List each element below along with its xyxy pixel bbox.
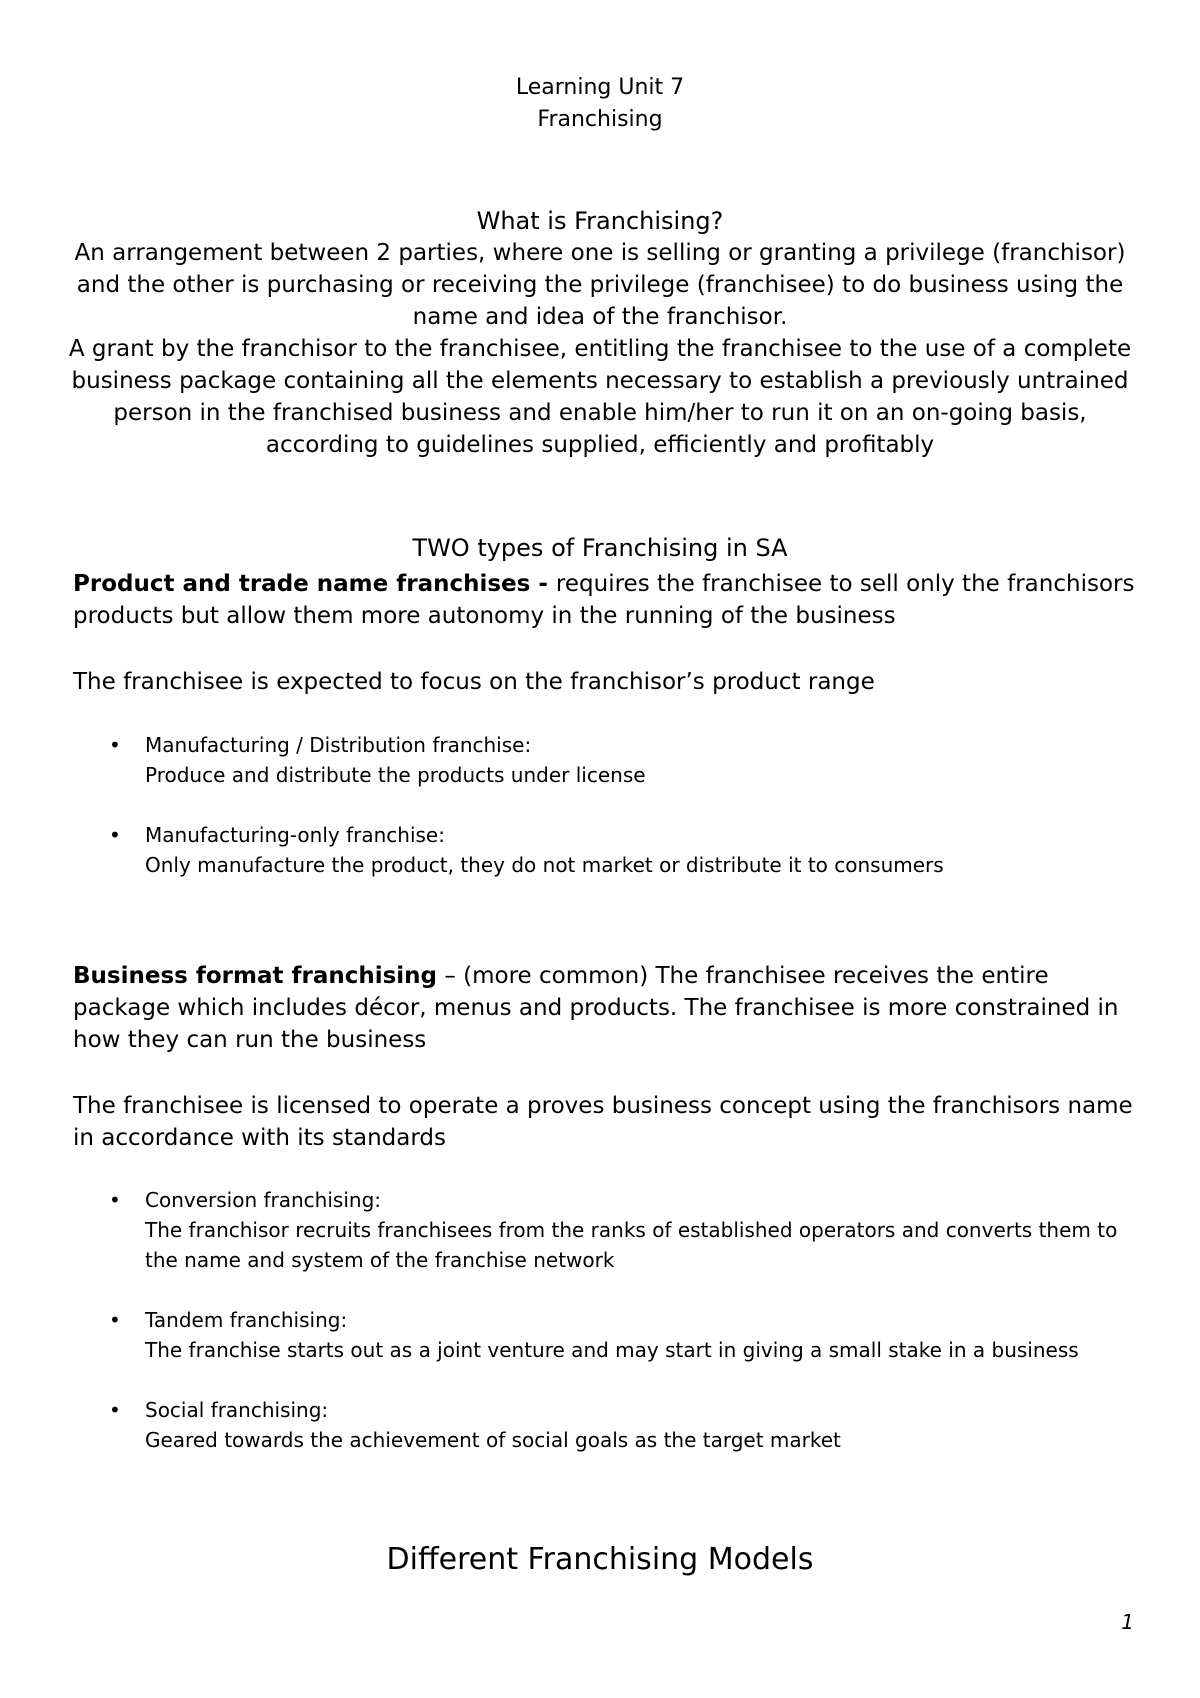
definition-paragraph-2: A grant by the franchisor to the franchisee, entitling the franchisee to the use of a complete business package containing all the elements necessary to establish a previously untrained person in the franchised business and enable him/her to run it on an on-going basis, according to guidelines supplied, efficiently and profitably [68, 336, 1132, 458]
business-format-definition [73, 960, 1140, 1056]
list-item [73, 820, 1140, 880]
list-item [73, 1185, 1140, 1275]
unit-number: Learning Unit 7 [515, 75, 685, 100]
list-item-title: Manufacturing / Distribution franchise: [145, 733, 532, 757]
product-franchise-definition [73, 568, 1140, 632]
document-header [0, 72, 1200, 136]
product-franchise-description: requires the franchisee to sell only the franchisors products but allow them more autonomy in the running of the business [73, 571, 1135, 629]
product-franchise-term: Product and trade name franchises [73, 571, 531, 597]
what-is-section [60, 205, 1140, 461]
list-item-description: The franchisor recruits franchisees from the ranks of established operators and converts them to the name and system of the franchise network [145, 1218, 1118, 1272]
page-number: 1 [1121, 1610, 1134, 1634]
business-licensed-text: The franchisee is licensed to operate a proves business concept using the franchisors name in accordance with its standards [73, 1093, 1133, 1151]
list-item-title: Social franchising: [145, 1398, 329, 1422]
product-focus-text: The franchisee is expected to focus on the franchisor’s product range [73, 669, 875, 695]
business-format-term: Business format franchising [73, 963, 438, 989]
list-item-title: Manufacturing-only franchise: [145, 823, 445, 847]
list-item-description: Produce and distribute the products under license [145, 763, 646, 787]
list-item-description: Only manufacture the product, they do not market or distribute it to consumers [145, 853, 944, 877]
types-heading: TWO types of Franchising in SA [412, 534, 788, 562]
list-item [73, 1395, 1140, 1455]
bullet-icon: • [109, 823, 121, 847]
business-format-description: (more common) The franchisee receives the entire package which includes décor, menus and products. The franchisee is more constrained in how they can run the business [73, 963, 1119, 1053]
list-item-description: The franchise starts out as a joint venture and may start in giving a small stake in a business [145, 1338, 1079, 1362]
what-is-heading: What is Franchising? [476, 207, 724, 235]
bullet-icon: • [109, 1188, 121, 1212]
list-item [73, 1305, 1140, 1365]
list-item-title: Tandem franchising: [145, 1308, 348, 1332]
models-heading: Different Franchising Models [386, 1542, 814, 1577]
bullet-icon: • [109, 733, 121, 757]
product-franchise-separator: - [530, 571, 556, 597]
bullet-icon: • [109, 1398, 121, 1422]
list-item [73, 730, 1140, 790]
list-item-title: Conversion franchising: [145, 1188, 381, 1212]
product-franchise-list [73, 730, 1140, 880]
business-format-separator: – [437, 963, 464, 989]
unit-topic: Franchising [537, 107, 663, 132]
bullet-icon: • [109, 1308, 121, 1332]
list-item-description: Geared towards the achievement of social goals as the target market [145, 1428, 841, 1452]
definition-paragraph-1: An arrangement between 2 parties, where one is selling or granting a privilege (franchisor) and the other is purchasing or receiving the privilege (franchisee) to do business using the name and idea of the franchisor. [74, 240, 1126, 330]
business-format-list [73, 1185, 1140, 1455]
